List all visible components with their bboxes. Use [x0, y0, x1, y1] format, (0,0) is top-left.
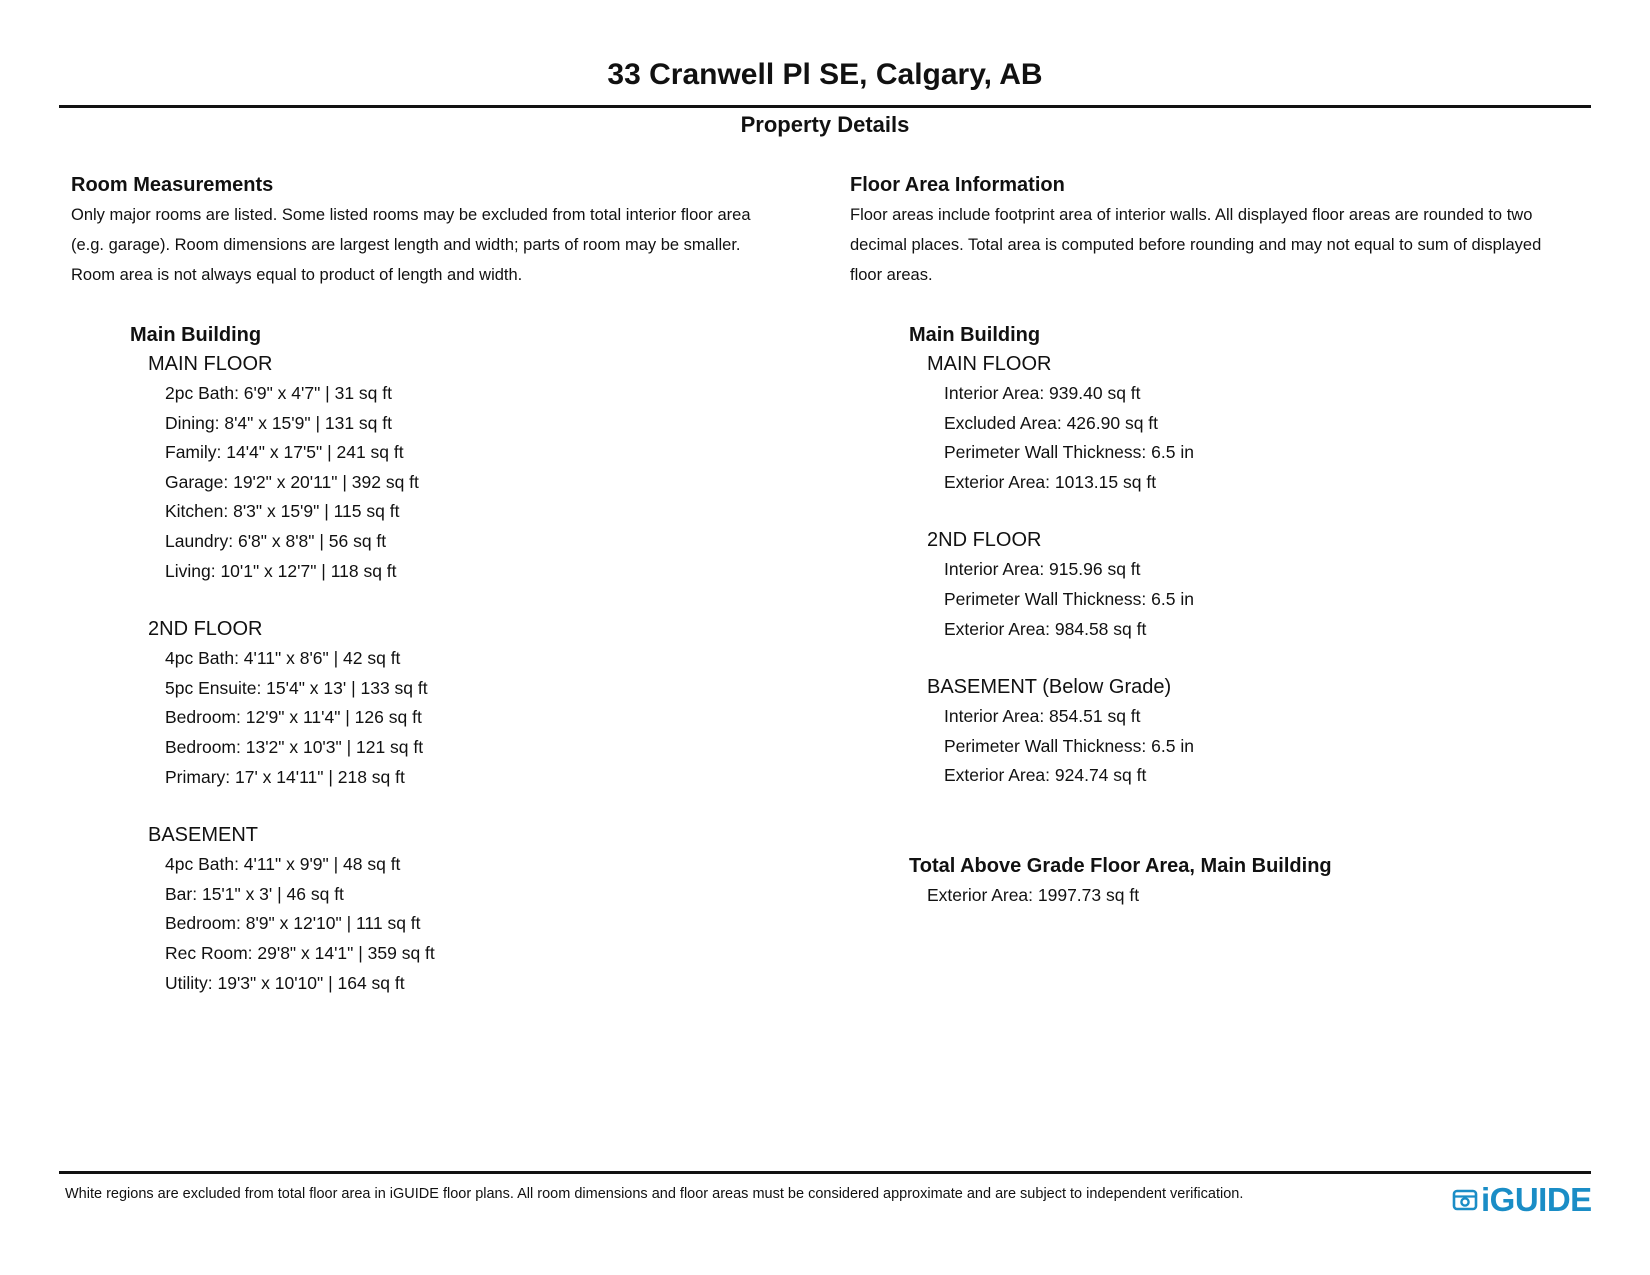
room-entry: Bedroom: 13'2" x 10'3" | 121 sq ft [165, 736, 424, 757]
total-area-value: Exterior Area: 1997.73 sq ft [927, 884, 1140, 905]
area-entry: Exterior Area: 924.74 sq ft [944, 765, 1147, 786]
area-entry: Exterior Area: 984.58 sq ft [944, 618, 1147, 639]
room-entry: 4pc Bath: 4'11" x 8'6" | 42 sq ft [165, 648, 401, 669]
room-entry: Family: 14'4" x 17'5" | 241 sq ft [165, 442, 404, 463]
room-entry: 5pc Ensuite: 15'4" x 13' | 133 sq ft [165, 677, 428, 698]
room-entry: Rec Room: 29'8" x 14'1" | 359 sq ft [165, 942, 435, 963]
total-area-heading: Total Above Grade Floor Area, Main Building [909, 854, 1332, 877]
area-entry: Perimeter Wall Thickness: 6.5 in [944, 442, 1194, 463]
description-line: Floor areas include footprint area of interior walls. All displayed floor areas are rounded to two [850, 206, 1533, 224]
description-line: floor areas. [850, 266, 933, 284]
footer-disclaimer: White regions are excluded from total floor area in iGUIDE floor plans. All room dimensions and floor areas must be considered approximate and are subject to independent verification. [65, 1186, 1244, 1202]
floor-area-heading: Floor Area Information [850, 174, 1065, 196]
description-line: Room area is not always equal to product of length and width. [71, 266, 523, 284]
room-building-block [130, 320, 811, 998]
room-entry: Kitchen: 8'3" x 15'9" | 115 sq ft [165, 501, 400, 522]
floor-name: 2ND FLOOR [927, 529, 1042, 552]
room-entry: Bar: 15'1" x 3' | 46 sq ft [165, 883, 344, 904]
header-divider [59, 105, 1591, 108]
room-measurements-heading: Room Measurements [71, 174, 274, 196]
room-entry: Bedroom: 8'9" x 12'10" | 111 sq ft [165, 913, 421, 934]
floor-name: MAIN FLOOR [148, 353, 273, 375]
room-floor-second [148, 615, 811, 792]
room-entry: Bedroom: 12'9" x 11'4" | 126 sq ft [165, 707, 422, 728]
area-entry: Perimeter Wall Thickness: 6.5 in [944, 735, 1194, 756]
description-line: Only major rooms are listed. Some listed rooms may be excluded from total interior floor area [71, 206, 751, 224]
area-entry: Perimeter Wall Thickness: 6.5 in [944, 588, 1194, 609]
room-entry: Living: 10'1" x 12'7" | 118 sq ft [165, 560, 397, 581]
building-name: Main Building [130, 324, 262, 346]
area-floor-basement [927, 673, 1610, 791]
page-subtitle: Property Details [740, 112, 910, 137]
camera-icon [1452, 1187, 1478, 1213]
floor-name: BASEMENT [148, 824, 259, 847]
description-line: (e.g. garage). Room dimensions are largest length and width; parts of room may be smaller. [71, 236, 741, 254]
area-building-block [909, 320, 1610, 791]
room-entry: 4pc Bath: 4'11" x 9'9" | 48 sq ft [165, 854, 401, 875]
room-measurements-section [71, 172, 811, 998]
area-floor-main [927, 350, 1610, 497]
room-entry: Primary: 17' x 14'11" | 218 sq ft [165, 766, 405, 787]
floor-name: MAIN FLOOR [927, 353, 1052, 375]
area-entry: Interior Area: 939.40 sq ft [944, 383, 1141, 403]
area-floor-second [927, 526, 1610, 644]
floor-area-section [850, 172, 1610, 911]
room-floor-main [148, 350, 811, 586]
room-entry: Laundry: 6'8" x 8'8" | 56 sq ft [165, 530, 387, 551]
floor-name: 2ND FLOOR [148, 618, 263, 641]
footer-divider [59, 1171, 1591, 1174]
room-floor-basement [148, 821, 811, 998]
room-entry: 2pc Bath: 6'9" x 4'7" | 31 sq ft [165, 383, 392, 403]
room-entry: Dining: 8'4" x 15'9" | 131 sq ft [165, 412, 392, 433]
area-entry: Interior Area: 854.51 sq ft [944, 706, 1141, 727]
area-entry: Excluded Area: 426.90 sq ft [944, 412, 1159, 433]
floor-name: BASEMENT (Below Grade) [927, 676, 1172, 699]
floor-area-description [850, 200, 1610, 290]
room-entry: Garage: 19'2" x 20'11" | 392 sq ft [165, 471, 419, 492]
room-entry: Utility: 19'3" x 10'10" | 164 sq ft [165, 972, 405, 993]
total-area-block [909, 851, 1610, 911]
description-line: decimal places. Total area is computed before rounding and may not equal to sum of displayed [850, 236, 1542, 254]
building-name: Main Building [909, 324, 1041, 346]
room-measurements-description [71, 200, 811, 290]
area-entry: Interior Area: 915.96 sq ft [944, 559, 1141, 580]
logo-text: iGUIDE [1481, 1181, 1592, 1218]
page-title: 33 Cranwell Pl SE, Calgary, AB [607, 58, 1043, 91]
area-entry: Exterior Area: 1013.15 sq ft [944, 471, 1157, 492]
iguide-logo [1452, 1181, 1592, 1219]
